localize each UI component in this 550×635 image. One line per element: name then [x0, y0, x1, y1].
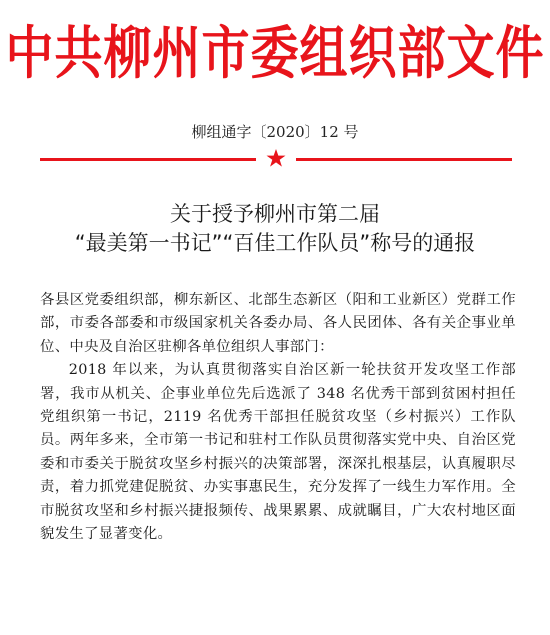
body-paragraph-1: 2018 年以来，为认真贯彻落实自治区新一轮扶贫开发攻坚工作部署，我市从机关、企事业单位先后选派了 348 名优秀干部到贫困村担任党组织第一书记，2119 名优秀干部担任脱贫攻坚（乡村振兴）工作队员。两年多来，全市第一书记和驻村工作队员贯彻落实党中央、自治区党委和市委关于脱贫攻坚乡村振兴的决策部署，深深扎根基层，认真履职尽责，着力抓党建促脱贫、办实事惠民生，充分发挥了一线生力军作用。全市脱贫攻坚和乡村振兴捷报频传、战果累累、成就瞩目，广大农村地区面貌发生了显著变化。 — [40, 362, 516, 543]
document-number: 柳组通字〔2020〕12 号 — [191, 123, 359, 141]
notice-title-line-2: “最美第一书记”“百佳工作队员”称号的通报 — [74, 231, 476, 255]
recipients-paragraph: 各县区党委组织部，柳东新区、北部生态新区（阳和工业新区）党群工作部，市委各部委和市级国家机关各委办局、各人民团体、各有关企事业单位、中央及自治区驻柳各单位组织人事部门： — [40, 292, 516, 355]
notice-title — [0, 200, 550, 258]
notice-body — [40, 289, 516, 546]
divider-line-right — [296, 158, 512, 161]
header-divider — [40, 151, 512, 167]
star-icon — [266, 148, 286, 168]
notice-title-line-1: 关于授予柳州市第二届 — [170, 202, 380, 226]
org-header-title: 中共柳州市委组织部文件 — [5, 20, 545, 87]
divider-line-left — [40, 158, 256, 161]
